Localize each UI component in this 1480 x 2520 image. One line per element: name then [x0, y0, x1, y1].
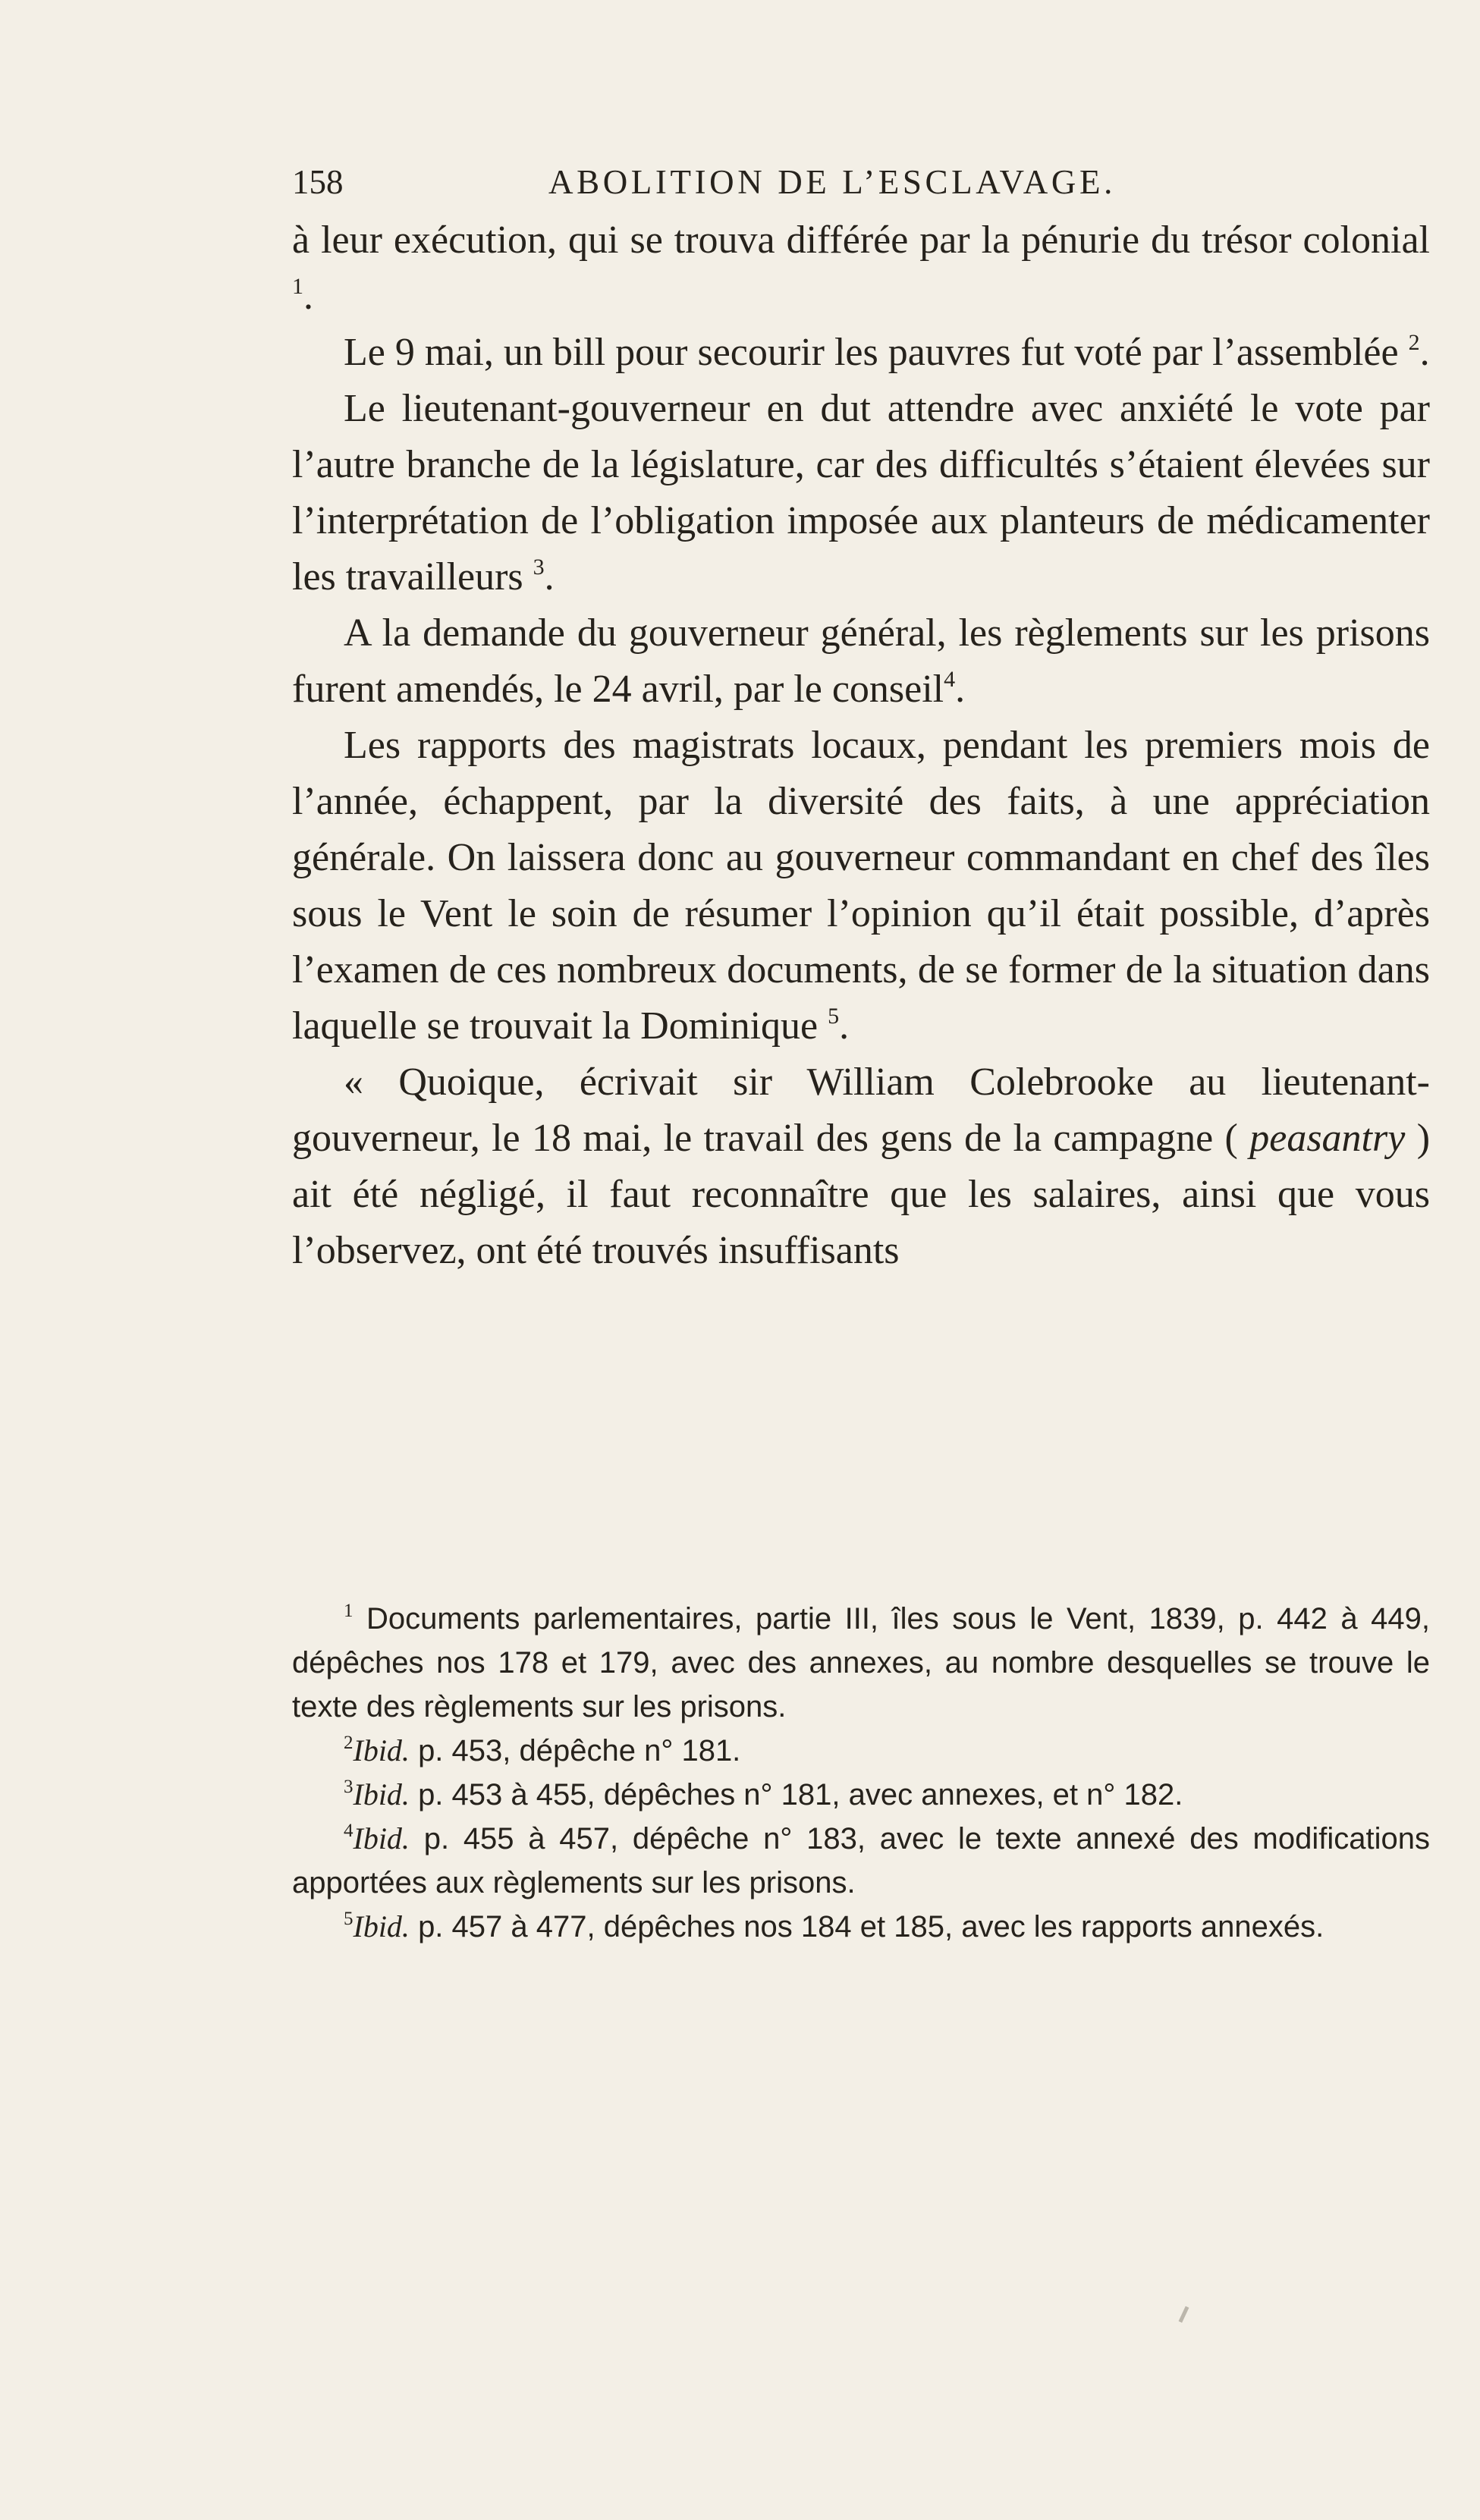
paragraph-text: ) ait été négligé, il faut reconnaître que les salaires, ainsi que vous l’observez, ont été trouvés insuffisants: [292, 1117, 1431, 1272]
paragraph-text: à leur exécution, qui se trouva différée par la pénurie du trésor colonial: [292, 218, 1430, 262]
paragraph-text: Le lieutenant-gouverneur en dut attendre avec anxiété le vote par l’autre branche de la législature, car des difficultés s’étaient élevées sur l’interprétation de l’obligation imposée aux planteurs de médicamenter les travailleurs: [292, 387, 1430, 599]
ibid-label: Ibid.: [353, 1777, 410, 1811]
footnote-5: [292, 1905, 1430, 1949]
page-number: 158: [292, 163, 344, 201]
footnote-text: p. 453, dépêche n° 181.: [418, 1734, 741, 1767]
footnote-mark: 4: [344, 1821, 354, 1841]
ibid-label: Ibid.: [353, 1821, 410, 1855]
paragraph-6: [292, 1054, 1430, 1279]
paper-mark: [1179, 2306, 1189, 2323]
footnote-3: [292, 1773, 1430, 1817]
footnotes: [292, 1597, 1430, 1949]
paragraph-end: .: [303, 275, 313, 318]
main-text: [292, 212, 1430, 1279]
paragraph-end: .: [839, 1004, 850, 1048]
footnote-text: Documents parlementaires, partie III, îles sous le Vent, 1839, p. 442 à 449, dépêches nos 178 et 179, avec des annexes, au nombre desquelles se trouve le texte des règlements sur les prisons.: [292, 1602, 1430, 1723]
paragraph-text: Les rapports des magistrats locaux, pendant les premiers mois de l’année, échappent, par la diversité des faits, à une appréciation générale. On laissera donc au gouverneur commandant en chef des îles sous le Vent le soin de résumer l’opinion qu’il était possible, d’après l’examen de ces nombreux documents, de se former de la situation dans laquelle se trouvait la Dominique: [292, 724, 1430, 1048]
footnote-1: [292, 1597, 1430, 1729]
footnote-mark: 3: [344, 1777, 354, 1797]
ibid-label: Ibid.: [353, 1733, 410, 1767]
footnote-mark: 2: [344, 1733, 354, 1753]
footnote-reference: 2: [1408, 330, 1420, 355]
footnote-text: p. 453 à 455, dépêches n° 181, avec annexes, et n° 182.: [418, 1778, 1183, 1811]
italic-term: peasantry: [1249, 1117, 1406, 1160]
paragraph-end: .: [1419, 331, 1430, 374]
footnote-reference: 4: [944, 667, 956, 692]
footnote-2: [292, 1729, 1430, 1773]
footnote-4: [292, 1817, 1430, 1905]
footnote-mark: 1: [344, 1601, 354, 1621]
running-header: [292, 156, 1430, 209]
paragraph-5: [292, 718, 1430, 1054]
footnote-text: p. 455 à 457, dépêche n° 183, avec le texte annexé des modifications apportées aux règlements sur les prisons.: [292, 1822, 1430, 1899]
paragraph-3: [292, 381, 1430, 605]
footnote-text: p. 457 à 477, dépêches nos 184 et 185, avec les rapports annexés.: [418, 1910, 1324, 1943]
paragraph-4: [292, 605, 1430, 718]
running-title: ABOLITION DE L’ESCLAVAGE.: [548, 163, 1116, 201]
paragraph-2: [292, 325, 1430, 381]
paragraph-end: .: [955, 668, 966, 711]
footnote-reference: 5: [828, 1004, 840, 1029]
footnote-mark: 5: [344, 1909, 354, 1929]
ibid-label: Ibid.: [353, 1909, 410, 1943]
paragraph-text: « Quoique, écrivait sir William Colebrooke au lieutenant-gouverneur, le 18 mai, le travail des gens de la campagne (: [292, 1060, 1430, 1160]
paragraph-text: A la demande du gouverneur général, les règlements sur les prisons furent amendés, le 24 avril, par le conseil: [292, 611, 1430, 711]
footnote-reference: 3: [533, 555, 545, 580]
paragraph-end: .: [544, 555, 555, 599]
paragraph-1: [292, 212, 1430, 325]
paragraph-text: Le 9 mai, un bill pour secourir les pauvres fut voté par l’assemblée: [344, 331, 1399, 374]
footnote-reference: 1: [292, 274, 303, 299]
